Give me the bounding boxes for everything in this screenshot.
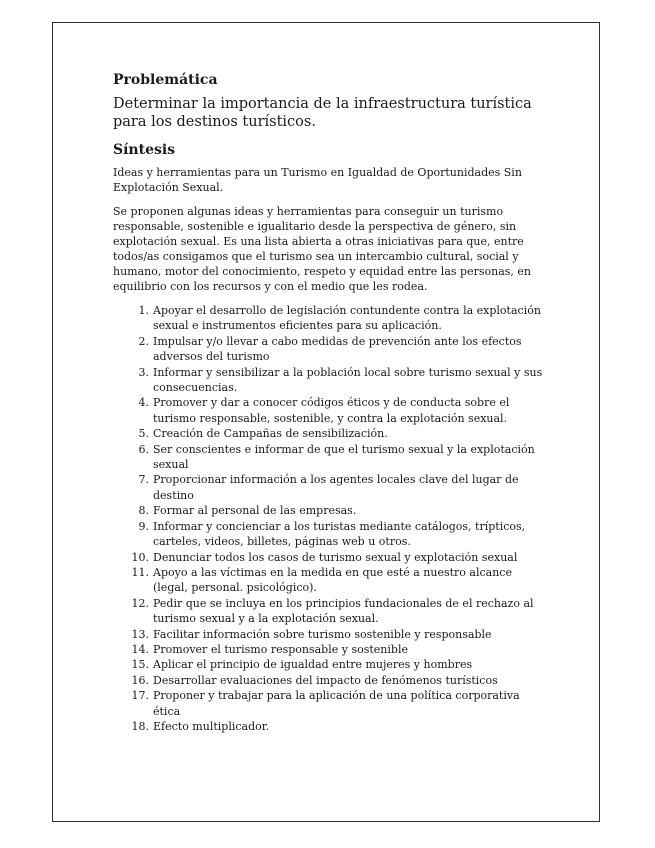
list-item-text: Informar y sensibilizar a la población local sobre turismo sexual y sus consecuencias. bbox=[153, 365, 543, 395]
list-item-text: Ser conscientes e informar de que el turismo sexual y la explotación sexual bbox=[153, 442, 535, 472]
list-item-number: 17. bbox=[131, 689, 149, 703]
synthesis-heading: Síntesis bbox=[113, 142, 176, 158]
list-item-text: Formar al personal de las empresas. bbox=[153, 504, 357, 518]
problem-heading: Problemática bbox=[113, 72, 218, 88]
document-content bbox=[113, 71, 543, 734]
list-item bbox=[113, 673, 543, 688]
list-item-number: 10. bbox=[131, 550, 149, 564]
list-item bbox=[113, 719, 543, 734]
list-item-number: 16. bbox=[131, 673, 149, 687]
intro-paragraph: Se proponen algunas ideas y herramientas para conseguir un turismo responsable, sostenible e igualitario desde la perspectiva de género, sin explotación sexual. Es una lista abierta a otras iniciativas para que, entre todos/as consigamos que el turismo sea un intercambio cultural, social y humano, motor del conocimiento, respeto y equidad entre las personas, en equilibrio con los recursos y con el medio que les rodea. bbox=[113, 205, 531, 293]
list-item-number: 4. bbox=[138, 396, 149, 410]
list-item bbox=[113, 503, 543, 518]
list-item-text: Promover y dar a conocer códigos éticos y de conducta sobre el turismo responsable, sostenible, y contra la explotación sexual. bbox=[153, 396, 510, 425]
list-item bbox=[113, 395, 543, 426]
list-item-text: Facilitar información sobre turismo sostenible y responsable bbox=[153, 627, 492, 641]
list-item-text: Pedir que se incluya en los principios fundacionales de el rechazo al turismo sexual y a la explotación sexual. bbox=[153, 596, 534, 626]
list-item-number: 18. bbox=[131, 719, 149, 733]
list-item-text: Impulsar y/o llevar a cabo medidas de prevención ante los efectos adversos del turismo bbox=[153, 334, 522, 364]
list-item bbox=[113, 657, 543, 672]
list-item bbox=[113, 365, 543, 396]
list-item-text: Apoyar el desarrollo de legislación contundente contra la explotación sexual e instrumentos eficientes para su aplicación. bbox=[153, 304, 541, 333]
intro-line: Ideas y herramientas para un Turismo en Igualdad de Oportunidades Sin Explotación Sexual. bbox=[113, 166, 522, 194]
problem-text: Determinar la importancia de la infraestructura turística para los destinos turísticos. bbox=[113, 96, 532, 130]
list-item-text: Denunciar todos los casos de turismo sexual y explotación sexual bbox=[153, 550, 518, 564]
list-item-text: Proponer y trabajar para la aplicación de una política corporativa ética bbox=[153, 689, 520, 718]
list-item bbox=[113, 426, 543, 441]
list-item bbox=[113, 334, 543, 365]
list-item-number: 3. bbox=[138, 365, 149, 379]
list-item-number: 7. bbox=[138, 473, 149, 487]
list-item bbox=[113, 565, 543, 596]
list-item bbox=[113, 550, 543, 565]
list-item bbox=[113, 472, 543, 503]
list-item bbox=[113, 442, 543, 473]
list-item-number: 13. bbox=[131, 627, 149, 641]
list-item bbox=[113, 688, 543, 719]
list-item-number: 11. bbox=[131, 565, 149, 579]
list-item-text: Apoyo a las víctimas en la medida en que esté a nuestro alcance (legal, personal. psicológico). bbox=[153, 565, 512, 595]
list-item-number: 12. bbox=[131, 596, 149, 610]
list-item bbox=[113, 596, 543, 627]
list-item-number: 15. bbox=[131, 658, 149, 672]
list-item-text: Creación de Campañas de sensibilización. bbox=[153, 427, 388, 441]
list-item-number: 8. bbox=[138, 504, 149, 518]
list-item-number: 6. bbox=[138, 442, 149, 456]
list-item-number: 5. bbox=[138, 427, 149, 441]
measures-list bbox=[113, 303, 543, 734]
list-item-text: Desarrollar evaluaciones del impacto de fenómenos turísticos bbox=[153, 673, 498, 687]
list-item bbox=[113, 519, 543, 550]
list-item bbox=[113, 303, 543, 334]
list-item-number: 14. bbox=[131, 642, 149, 656]
list-item-text: Efecto multiplicador. bbox=[153, 719, 270, 733]
list-item-text: Proporcionar información a los agentes locales clave del lugar de destino bbox=[153, 473, 519, 502]
list-item-text: Informar y concienciar a los turistas mediante catálogos, trípticos, carteles, videos, billetes, páginas web u otros. bbox=[153, 519, 526, 549]
list-item-text: Promover el turismo responsable y sostenible bbox=[153, 642, 408, 656]
list-item-number: 2. bbox=[138, 334, 149, 348]
document-page bbox=[52, 22, 600, 822]
list-item-number: 9. bbox=[138, 519, 149, 533]
list-item-text: Aplicar el principio de igualdad entre mujeres y hombres bbox=[153, 658, 473, 672]
list-item bbox=[113, 642, 543, 657]
list-item-number: 1. bbox=[138, 304, 149, 317]
list-item bbox=[113, 627, 543, 642]
